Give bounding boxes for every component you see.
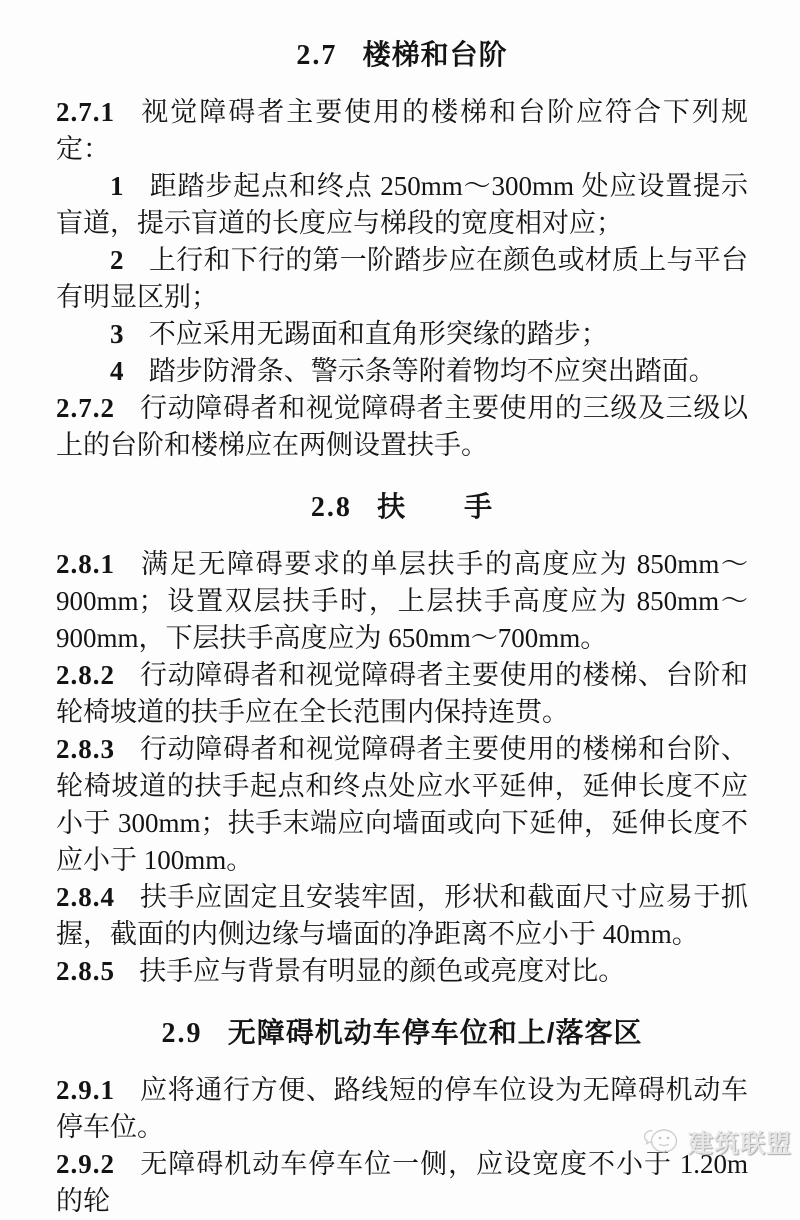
clause-number: 2.9.2 <box>56 1149 115 1179</box>
subitem-2 <box>56 242 748 316</box>
document-body <box>56 0 748 1220</box>
clause-2-8-2 <box>56 657 748 731</box>
clause-2-8-4 <box>56 879 748 953</box>
clause-text: 满足无障碍要求的单层扶手的高度应为 850mm～900mm；设置双层扶手时，上层扶手高度应为 850mm～900mm，下层扶手高度应为 650mm～700mm。 <box>56 549 748 653</box>
clause-number: 2.8.1 <box>56 549 115 579</box>
subitem-text: 距踏步起点和终点 250mm～300mm 处应设置提示盲道，提示盲道的长度应与梯段的宽度相对应； <box>56 171 748 238</box>
clause-text: 扶手应与背景有明显的颜色或亮度对比。 <box>139 956 626 986</box>
clause-2-8-3 <box>56 731 748 879</box>
clause-2-8-5 <box>56 953 748 990</box>
clause-2-8-1 <box>56 546 748 657</box>
clause-number: 2.8.5 <box>56 956 115 986</box>
clause-2-7-1 <box>56 94 748 168</box>
clause-text: 应将通行方便、路线短的停车位设为无障碍机动车停车位。 <box>56 1075 748 1142</box>
clause-2-7-2 <box>56 390 748 464</box>
clause-number: 2.9.1 <box>56 1075 115 1105</box>
section-heading-2-7 <box>56 36 748 74</box>
clause-number: 2.8.4 <box>56 882 115 912</box>
clause-number: 2.8.3 <box>56 734 115 764</box>
clause-text: 行动障碍者和视觉障碍者主要使用的楼梯、台阶和轮椅坡道的扶手应在全长范围内保持连贯。 <box>56 660 748 727</box>
section-title: 无障碍机动车停车位和上/落客区 <box>227 1017 643 1048</box>
watermark-text: 建筑联盟 <box>687 1130 792 1158</box>
clause-text: 视觉障碍者主要使用的楼梯和台阶应符合下列规定： <box>56 97 748 164</box>
section-heading-2-9 <box>56 1014 748 1052</box>
subitem-number: 2 <box>110 245 125 275</box>
subitem-number: 3 <box>110 319 125 349</box>
clause-number: 2.8.2 <box>56 660 115 690</box>
clause-text: 无障碍机动车停车位一侧，应设宽度不小于 1.20m 的轮 <box>56 1149 748 1216</box>
section-number: 2.8 <box>310 492 352 523</box>
clause-number: 2.7.2 <box>56 393 115 423</box>
subitem-3 <box>56 316 748 353</box>
subitem-1 <box>56 168 748 242</box>
section-number: 2.9 <box>161 1018 203 1049</box>
section-title: 扶 手 <box>377 491 494 522</box>
subitem-text: 上行和下行的第一阶踏步应在颜色或材质上与平台有明显区别； <box>56 245 748 312</box>
watermark <box>642 1124 792 1160</box>
subitem-text: 踏步防滑条、警示条等附着物均不应突出踏面。 <box>148 356 716 386</box>
clause-text: 行动障碍者和视觉障碍者主要使用的楼梯和台阶、轮椅坡道的扶手起点和终点处应水平延伸，延伸长度不应小于 300mm；扶手末端应向墙面或向下延伸，延伸长度不应小于 100mm。 <box>56 734 748 875</box>
subitem-4 <box>56 353 748 390</box>
subitem-number: 1 <box>110 171 125 201</box>
section-number: 2.7 <box>296 40 338 71</box>
wechat-bubbles-icon <box>642 1125 682 1160</box>
subitem-text: 不应采用无踢面和直角形突缘的踏步； <box>148 319 608 349</box>
clause-text: 行动障碍者和视觉障碍者主要使用的三级及三级以上的台阶和楼梯应在两侧设置扶手。 <box>56 393 748 460</box>
section-heading-2-8 <box>56 488 748 526</box>
clause-number: 2.7.1 <box>56 97 115 127</box>
clause-text: 扶手应固定且安装牢固，形状和截面尺寸应易于抓握，截面的内侧边缘与墙面的净距离不应小于 40mm。 <box>56 882 748 949</box>
subitem-number: 4 <box>110 356 125 386</box>
section-title: 楼梯和台阶 <box>362 39 508 70</box>
